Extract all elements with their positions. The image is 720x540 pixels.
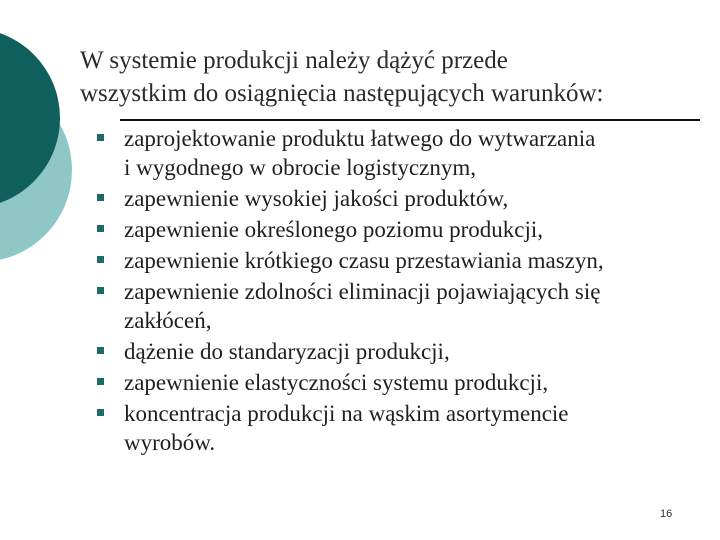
square-bullet-icon [97, 378, 104, 385]
bullet-list [84, 124, 704, 459]
bullet-item [84, 277, 704, 335]
bullet-text: zapewnienie zdolności eliminacji pojawiających się [124, 279, 601, 304]
bullet-text: koncentracja produkcji na wąskim asortymencie [124, 401, 569, 426]
square-bullet-icon [97, 256, 104, 263]
bullet-item [84, 368, 704, 397]
decorative-teal-circles [0, 0, 80, 300]
square-bullet-icon [97, 347, 104, 354]
bullet-text: zapewnienie określonego poziomu produkcji, [124, 217, 543, 242]
square-bullet-icon [97, 134, 104, 141]
bullet-text: zakłóceń, [124, 308, 212, 333]
slide-title [80, 44, 710, 110]
bullet-text: zaprojektowanie produktu łatwego do wytwarzania [124, 126, 596, 151]
square-bullet-icon [97, 225, 104, 232]
title-line: wszystkim do osiągnięcia następujących warunków: [80, 80, 604, 107]
title-underline [120, 119, 700, 121]
bullet-item [84, 337, 704, 366]
bullet-item [84, 124, 704, 182]
bullet-item [84, 399, 704, 457]
bullet-text: zapewnienie krótkiego czasu przestawiania maszyn, [124, 248, 604, 273]
bullet-text: zapewnienie wysokiej jakości produktów, [124, 186, 509, 211]
title-line: W systemie produkcji należy dążyć przede [80, 47, 508, 74]
square-bullet-icon [97, 409, 104, 416]
bullet-text: dążenie do standaryzacji produkcji, [124, 339, 450, 364]
bullet-text: i wygodnego w obrocie logistycznym, [124, 155, 476, 180]
square-bullet-icon [97, 287, 104, 294]
page-number: 16 [660, 508, 673, 520]
bullet-text: wyrobów. [124, 430, 216, 455]
bullet-item [84, 184, 704, 213]
square-bullet-icon [97, 194, 104, 201]
bullet-item [84, 215, 704, 244]
bullet-text: zapewnienie elastyczności systemu produkcji, [124, 370, 549, 395]
bullet-item [84, 246, 704, 275]
